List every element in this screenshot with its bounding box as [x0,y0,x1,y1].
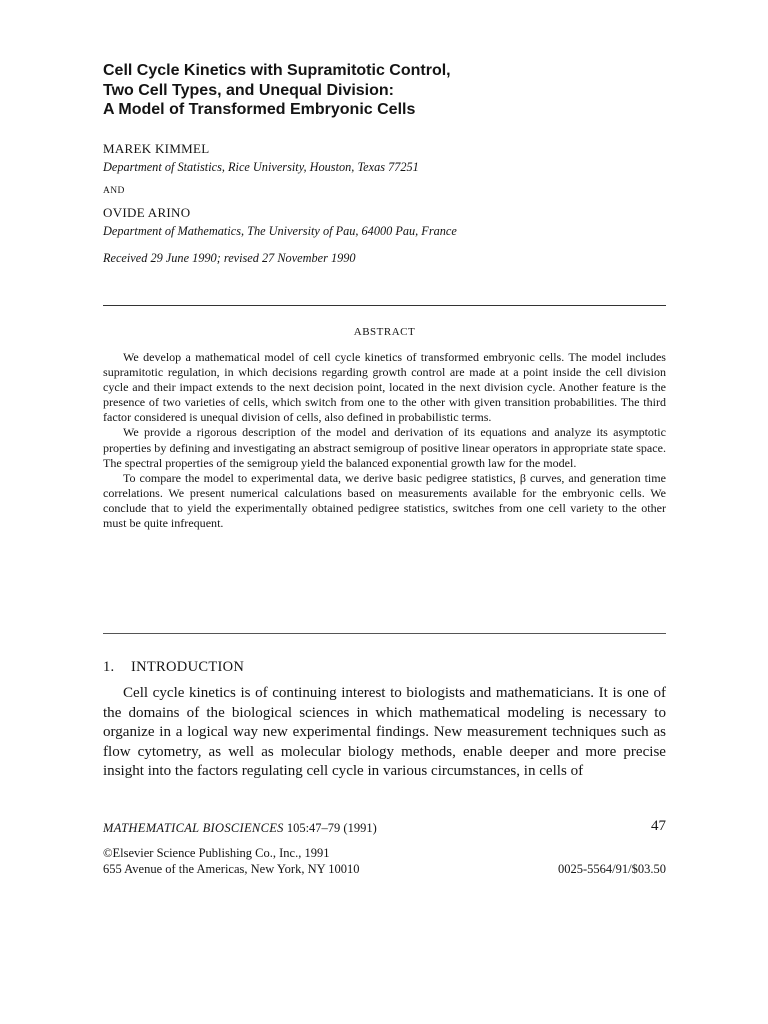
paper-title [103,61,666,120]
abstract-heading: ABSTRACT [353,326,416,338]
author-conjunction: AND [103,186,125,196]
received-dates: Received 29 June 1990; revised 27 November 1990 [103,251,356,265]
author-affiliation-2: Department of Mathematics, The University of Pau, 64000 Pau, France [103,224,457,238]
page-number: 47 [651,818,666,834]
abstract-paragraph-3: To compare the model to experimental data, we derive basic pedigree statistics, β curves, and generation time correlations. We present numerical calculations based on measurements available for the embryonic cells. We conclude that to yield the experimentally obtained pedigree statistics, switches from one cell variety to the other must be quite infrequent. [103,470,666,531]
introduction-body [103,684,666,782]
section-title: INTRODUCTION [131,659,245,675]
author-affiliation-1: Department of Statistics, Rice University, Houston, Texas 77251 [103,160,419,174]
bottom-divider [103,633,666,634]
journal-citation [103,821,377,836]
author-name-1: MAREK KIMMEL [103,141,210,156]
abstract-paragraph-1: We develop a mathematical model of cell cycle kinetics of transformed embryonic cells. The model includes supramitotic regulation, in which decisions regarding growth control are made at a point inside the cell division cycle and their impact extends to the next decision point, located in the next division cycle. Another feature is the presence of two varieties of cells, which switch from one to the other with given transition probabilities. The third factor considered is unequal division of cells, also defined in probabilistic terms. [103,350,666,425]
author-name-2: OVIDE ARINO [103,205,191,220]
top-divider [103,305,666,306]
publisher-address: 655 Avenue of the Americas, New York, NY 10010 [103,862,360,876]
section-number: 1. [103,659,115,675]
issn-price-code: 0025-5564/91/$03.50 [558,862,666,876]
abstract-body [103,350,666,531]
journal-name: MATHEMATICAL BIOSCIENCES [103,821,284,835]
section-heading [103,659,244,676]
title-line-2: Two Cell Types, and Unequal Division: [103,81,394,99]
journal-volume-pages: 105:47–79 (1991) [286,821,377,835]
copyright-line: ©Elsevier Science Publishing Co., Inc., 1991 [103,846,330,860]
abstract-paragraph-2: We provide a rigorous description of the model and derivation of its equations and analyze its asymptotic properties by defining and investigating an abstract semigroup of positive linear operators in appropriate state space. The spectral properties of the semigroup yield the balanced exponential growth law for the model. [103,425,666,470]
title-line-1: Cell Cycle Kinetics with Supramitotic Control, [103,62,451,79]
title-line-3: A Model of Transformed Embryonic Cells [103,101,416,118]
introduction-paragraph: Cell cycle kinetics is of continuing interest to biologists and mathematicians. It is one of the domains of the biological sciences in which mathematical modeling is necessary to organize in a logical way new experimental findings. New measurement techniques such as flow cytometry, as well as molecular biology methods, enable deeper and more precise insight into the factors regulating cell cycle in various circumstances, in cells of [103,685,666,779]
